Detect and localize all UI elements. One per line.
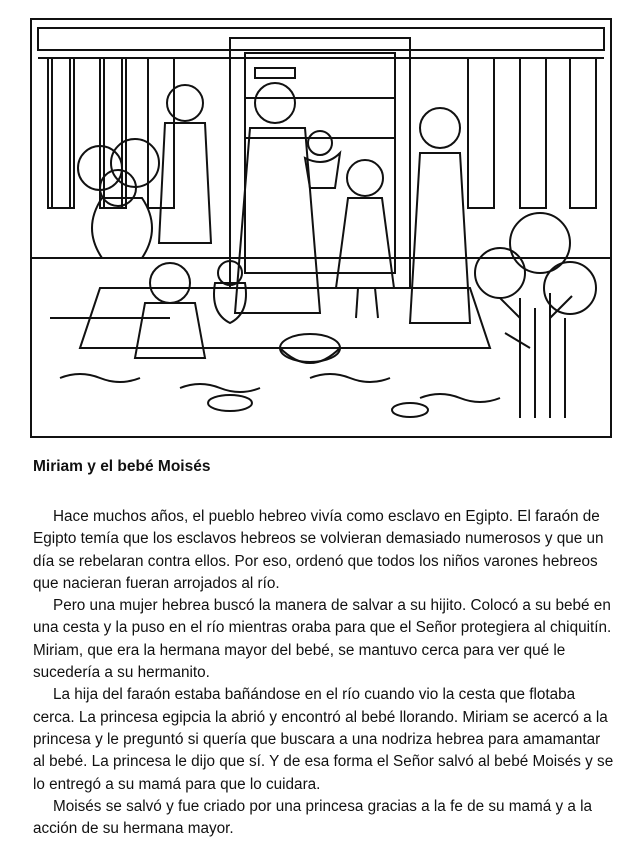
story-paragraph: Moisés se salvó y fue criado por una princesa gracias a la fe de su mamá y a la acción de su hermana mayor. bbox=[33, 797, 593, 838]
column-left bbox=[48, 58, 174, 208]
story-paragraph: La hija del faraón estaba bañándose en el río cuando vio la cesta que flotaba cerca. La princesa egipcia la abrió y encontró al bebé llorando. Miriam se acercó a la princesa y le preguntó si quería que buscara a una nodriza hebrea para amamantar al bebé. La princesa le dijo que sí. Y de esa forma el Señor salvó al bebé Moisés y se lo entregó a su mamá para que lo cuidara. bbox=[33, 686, 614, 793]
story-body bbox=[33, 506, 615, 840]
story-paragraph: Pero una mujer hebrea buscó la manera de salvar a su hijito. Colocó a su bebé en una cesta y la puso en el río mientras oraba para que el Señor protegiera al chiquitín. Miriam, que era la hermana mayor del bebé, se mantuvo cerca para ver qué le sucedería a su hermanito. bbox=[33, 597, 612, 682]
story-paragraph: Hace muchos años, el pueblo hebreo vivía como esclavo en Egipto. El faraón de Egipto temía que los esclavos hebreos se volvieran demasiado numerosos y que un día se rebelaran contra ellos. Por eso, ordenó que todos los niños varones hebreos que nacieran fueran arrojados al río. bbox=[33, 508, 604, 592]
story-title: Miriam y el bebé Moisés bbox=[33, 458, 211, 475]
coloring-illustration bbox=[30, 18, 612, 438]
